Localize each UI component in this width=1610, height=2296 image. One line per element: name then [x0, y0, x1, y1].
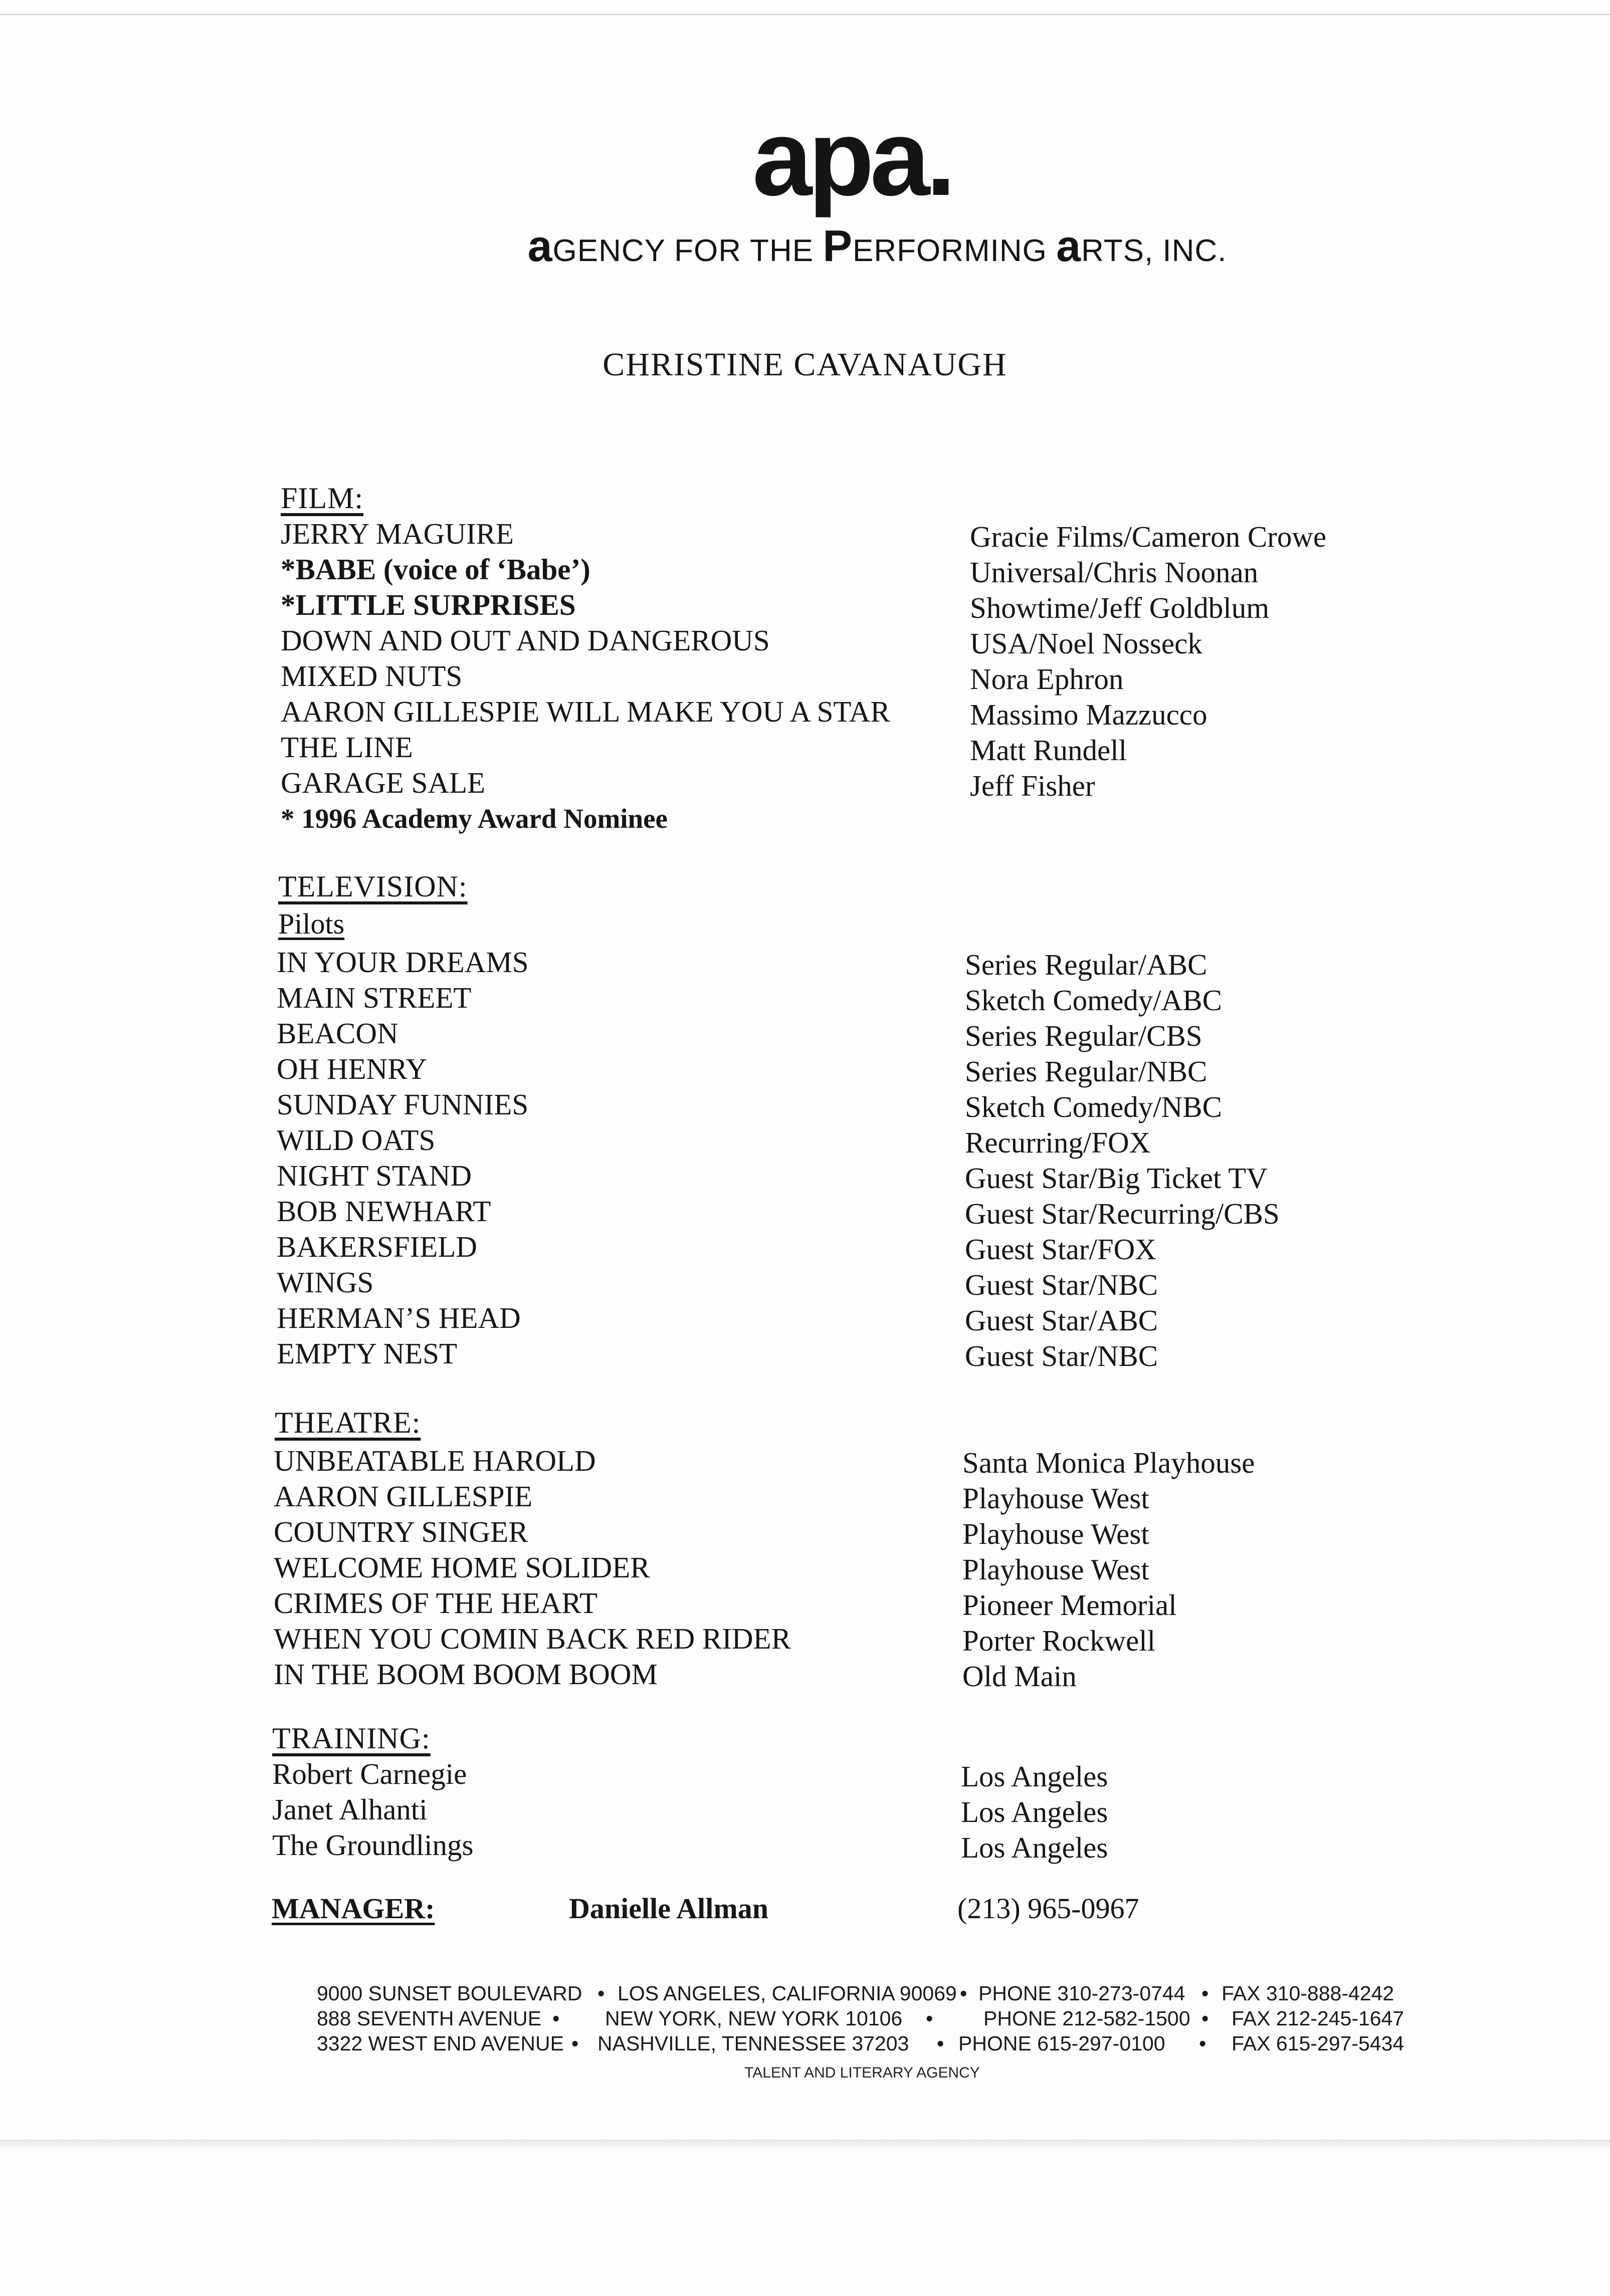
theatre-heading: THEATRE:: [275, 1406, 421, 1439]
separator-dot: •: [1201, 2007, 1209, 2030]
training-credit: Los Angeles: [961, 1760, 1108, 1793]
theatre-title: WHEN YOU COMIN BACK RED RIDER: [274, 1622, 791, 1655]
manager-label: MANAGER:: [272, 1892, 435, 1925]
film-title: MIXED NUTS: [281, 659, 463, 693]
training-credit-list: [961, 1759, 1108, 1866]
film-title: AARON GILLESPIE WILL MAKE YOU A STAR: [281, 695, 890, 728]
film-credit: Gracie Films/Cameron Crowe: [970, 520, 1327, 553]
apa-logo: apa.: [752, 97, 952, 218]
television-title: WINGS: [277, 1266, 374, 1299]
theatre-title: WELCOME HOME SOLIDER: [274, 1551, 650, 1584]
film-credit: Jeff Fisher: [970, 769, 1095, 802]
agency-tagline: TALENT AND LITERARY AGENCY: [744, 2064, 980, 2081]
television-title: BEACON: [277, 1017, 398, 1050]
television-credit: Series Regular/ABC: [965, 948, 1208, 981]
separator-dot: •: [926, 2007, 933, 2030]
training-credit: Los Angeles: [961, 1831, 1108, 1864]
film-title: *LITTLE SURPRISES: [281, 588, 576, 621]
theatre-title: COUNTRY SINGER: [274, 1515, 528, 1548]
separator-dot: •: [1201, 1982, 1209, 2005]
television-title: BOB NEWHART: [277, 1195, 491, 1228]
television-credit: Guest Star/Big Ticket TV: [965, 1162, 1268, 1195]
client-name: CHRISTINE CAVANAUGH: [602, 346, 1008, 383]
television-credit: Sketch Comedy/NBC: [965, 1090, 1222, 1123]
television-credit: Guest Star/NBC: [965, 1268, 1158, 1301]
separator-dot: •: [552, 2007, 560, 2030]
theatre-credit: Old Main: [962, 1660, 1077, 1693]
office-city: NEW YORK, NEW YORK 10106: [605, 2007, 903, 2030]
film-footnote: * 1996 Academy Award Nominee: [281, 803, 668, 834]
office-phone: PHONE 615-297-0100: [958, 2032, 1165, 2055]
office-fax: FAX 212-245-1647: [1232, 2007, 1404, 2030]
theatre-credit: Playhouse West: [962, 1553, 1149, 1586]
film-title: *BABE (voice of ‘Babe’): [281, 553, 590, 586]
television-heading: TELEVISION:: [278, 870, 468, 903]
theatre-credit: Porter Rockwell: [962, 1624, 1156, 1657]
theatre-title: AARON GILLESPIE: [274, 1480, 533, 1513]
television-credit: Recurring/FOX: [965, 1126, 1151, 1159]
pilots-subheading: Pilots: [278, 907, 345, 940]
separator-dot: •: [597, 1982, 605, 2005]
television-title: OH HENRY: [277, 1052, 427, 1085]
television-title-list: [277, 945, 529, 1371]
office-city: LOS ANGELES, CALIFORNIA 90069: [618, 1982, 957, 2005]
training-title-list: [272, 1756, 473, 1863]
television-credit: Guest Star/Recurring/CBS: [965, 1197, 1280, 1230]
television-title: SUNDAY FUNNIES: [277, 1088, 529, 1121]
theatre-title: IN THE BOOM BOOM BOOM: [274, 1658, 658, 1691]
television-title: BAKERSFIELD: [277, 1230, 477, 1263]
scan-edge-bottom: [0, 2140, 1610, 2147]
television-title: IN YOUR DREAMS: [277, 946, 529, 979]
television-credit-list: [965, 947, 1280, 1374]
training-credit: Los Angeles: [961, 1795, 1108, 1828]
scan-edge-top: [0, 14, 1610, 15]
theatre-credit: Playhouse West: [962, 1482, 1149, 1515]
agency-name-part: a: [527, 221, 553, 271]
theatre-title: CRIMES OF THE HEART: [274, 1586, 598, 1620]
agency-name-part: GENCY FOR THE: [552, 234, 823, 268]
theatre-credit: Santa Monica Playhouse: [962, 1446, 1255, 1479]
training-title: Janet Alhanti: [272, 1793, 428, 1826]
agency-name-part: ERFORMING: [853, 234, 1057, 268]
film-credit-list: [970, 519, 1326, 804]
television-title: NIGHT STAND: [277, 1159, 472, 1192]
theatre-credit: Pioneer Memorial: [962, 1588, 1177, 1622]
office-address: 888 SEVENTH AVENUE: [317, 2007, 542, 2030]
theatre-credit-list: [962, 1445, 1255, 1694]
television-title: MAIN STREET: [277, 981, 472, 1014]
office-phone: PHONE 212-582-1500: [983, 2007, 1190, 2030]
training-heading: TRAINING:: [272, 1722, 431, 1755]
separator-dot: •: [937, 2032, 944, 2055]
television-credit: Series Regular/CBS: [965, 1019, 1202, 1052]
office-address: 9000 SUNSET BOULEVARD: [317, 1982, 582, 2005]
television-credit: Guest Star/ABC: [965, 1304, 1158, 1337]
film-credit: Matt Rundell: [970, 734, 1127, 767]
agency-name-part: RTS, INC.: [1081, 234, 1227, 268]
film-credit: Showtime/Jeff Goldblum: [970, 591, 1270, 624]
separator-dot: •: [571, 2032, 579, 2055]
television-title: HERMAN’S HEAD: [277, 1301, 521, 1334]
television-credit: Sketch Comedy/ABC: [965, 984, 1222, 1017]
film-title: GARAGE SALE: [281, 766, 486, 799]
theatre-credit: Playhouse West: [962, 1517, 1149, 1550]
manager-name: Danielle Allman: [569, 1892, 768, 1925]
film-credit: Nora Ephron: [970, 662, 1124, 696]
manager-phone: (213) 965-0967: [957, 1892, 1139, 1925]
film-title: DOWN AND OUT AND DANGEROUS: [281, 624, 770, 657]
film-title: THE LINE: [281, 731, 413, 764]
television-credit: Guest Star/FOX: [965, 1233, 1156, 1266]
theatre-title: UNBEATABLE HAROLD: [274, 1444, 596, 1477]
office-fax: FAX 615-297-5434: [1232, 2032, 1404, 2055]
film-credit: USA/Noel Nosseck: [970, 627, 1202, 660]
film-credit: Massimo Mazzucco: [970, 698, 1208, 731]
agency-name-part: a: [1056, 221, 1082, 271]
office-phone: PHONE 310-273-0744: [978, 1982, 1185, 2005]
theatre-title-list: [274, 1443, 791, 1692]
office-fax: FAX 310-888-4242: [1222, 1982, 1394, 2005]
training-title: The Groundlings: [272, 1828, 474, 1862]
office-city: NASHVILLE, TENNESSEE 37203: [597, 2032, 909, 2055]
television-title: WILD OATS: [277, 1123, 436, 1157]
separator-dot: •: [1199, 2032, 1206, 2055]
office-address: 3322 WEST END AVENUE: [317, 2032, 564, 2055]
television-credit: Series Regular/NBC: [965, 1055, 1208, 1088]
film-credit: Universal/Chris Noonan: [970, 556, 1259, 589]
film-title-list: [281, 516, 890, 836]
agency-name: [451, 220, 1303, 272]
agency-name-part: P: [823, 221, 853, 271]
television-title: EMPTY NEST: [277, 1337, 458, 1370]
television-credit: Guest Star/NBC: [965, 1339, 1158, 1372]
film-heading: FILM:: [281, 482, 364, 515]
training-title: Robert Carnegie: [272, 1757, 467, 1790]
film-title: JERRY MAGUIRE: [281, 517, 514, 550]
separator-dot: •: [960, 1982, 967, 2005]
